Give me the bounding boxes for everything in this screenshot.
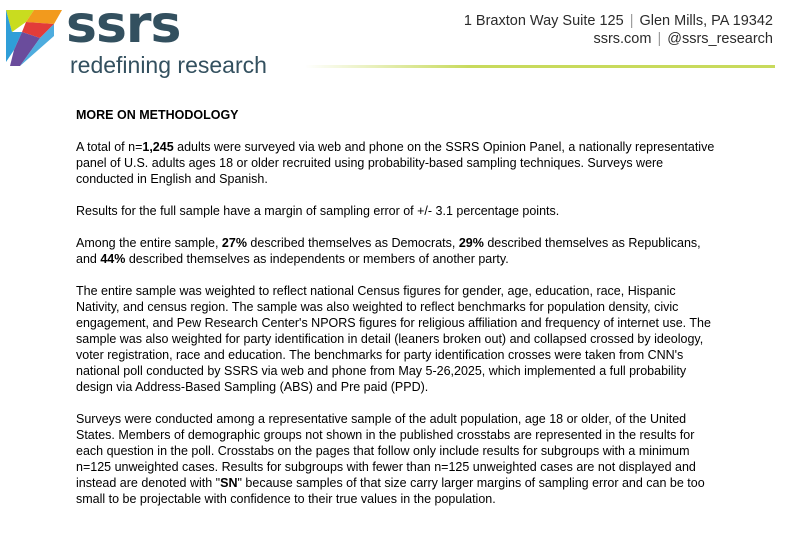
p3-text-a: Among the entire sample, [76, 236, 222, 250]
republicans-percent: 29% [458, 236, 484, 250]
contact-info [464, 12, 773, 48]
brand-tagline: redefining research [70, 52, 267, 78]
social-handle[interactable]: @ssrs_research [667, 31, 773, 47]
p1-text-b: adults were surveyed via web and phone on the SSRS Opinion Panel, a nationally representative panel of U.S. adults ages 18 or older recruited using probability-based sampling techniques. Surveys were conducted in English and Spanish. [76, 140, 715, 186]
paragraph-sample [76, 139, 716, 187]
website-link[interactable]: ssrs.com [593, 31, 652, 47]
p1-text-a: A total of n= [76, 140, 143, 154]
paragraph-margin-of-error: Results for the full sample have a margin of sampling error of +/- 3.1 percentage points. [76, 204, 560, 218]
p5-text-a: Surveys were conducted among a representative sample of the adult population, age 18 or older, of the United States. Members of demographic groups not shown in the published crosstabs are represented in the results for each question in the poll. Crosstabs on the pages that follow only include results for subgroups with a minimum n=125 unweighted cases. Results for subgroups with fewer than n=125 unweighted cases are not displayed and instead are denoted with " [76, 412, 696, 490]
sample-size: 1,245 [142, 140, 174, 154]
paragraph-subgroups [76, 411, 716, 507]
header-rule [305, 65, 775, 68]
address-street: 1 Braxton Way Suite 125 [463, 13, 624, 29]
web-line: ssrs.com | @ssrs_research [593, 31, 773, 47]
paragraph-weighting: The entire sample was weighted to reflect national Census figures for gender, age, education, race, Hispanic Nativity, and census region. The sample was also weighted to reflect benchmarks for population density, civic engagement, and Pew Research Center's NPORS figures for religious affiliation and frequency of internet use. The sample was also weighted for party identification in detail (leaners broken out) and collapsed crossed by ideology, voter registration, race and education. The benchmarks for party identification crosses were taken from CNN's national poll conducted by SSRS via web and phone from May 5-26,2025, which implemented a full probability design via Address-Based Sampling (ABS) and Pre paid (PPD). [76, 284, 711, 394]
address-line: 1 Braxton Way Suite 125 | Glen Mills, PA 19342 [463, 13, 773, 29]
section-heading: MORE ON METHODOLOGY [76, 108, 239, 122]
independents-percent: 44% [100, 252, 126, 266]
address-city: Glen Mills, PA 19342 [639, 13, 773, 29]
p3-text-c: described themselves as Republicans, and [76, 236, 701, 266]
sn-marker: SN [220, 476, 238, 490]
ssrs-logo [4, 0, 267, 78]
ssrs-logo-mark-icon [4, 6, 68, 70]
brand-name: ssrs [66, 0, 181, 55]
democrats-percent: 27% [221, 236, 247, 250]
paragraph-party-id [76, 235, 716, 267]
p5-text-b: " because samples of that size carry larger margins of sampling error and can be too small to be projectable with confidence to their true values in the population. [76, 476, 705, 506]
p3-text-d: described themselves as independents or members of another party. [125, 252, 509, 266]
p3-text-b: described themselves as Democrats, [246, 236, 459, 250]
methodology-section [76, 107, 716, 523]
